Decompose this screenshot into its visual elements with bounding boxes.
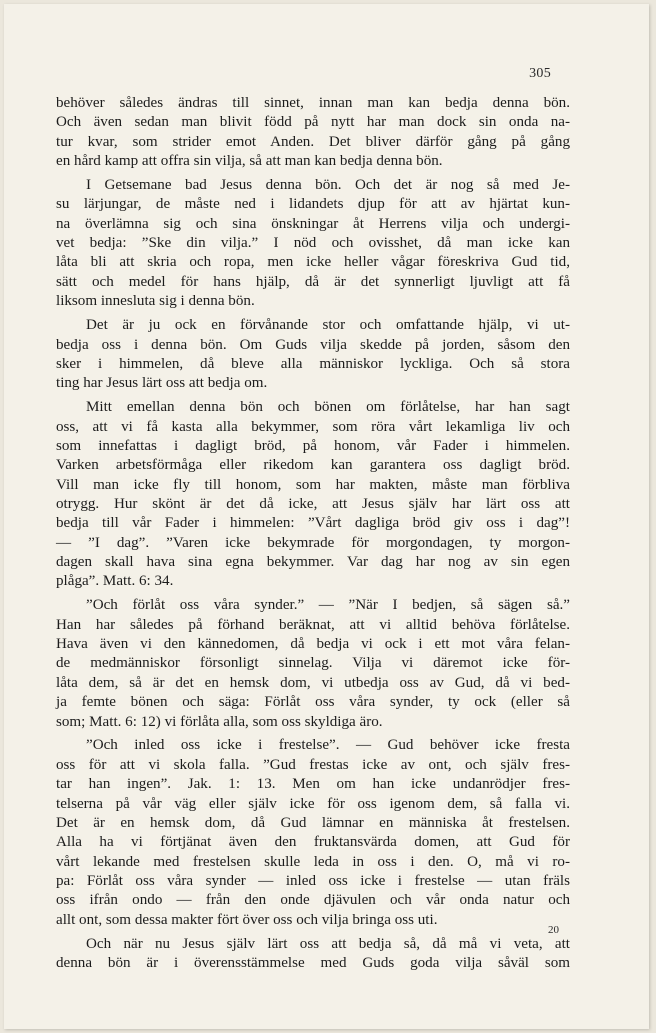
text-line: telserna på vår väg eller själv icke för oss igenom dem, så falla vi. bbox=[56, 795, 570, 812]
text-line: sker i himmelen, då bleve alla människor lyckliga. Och så stora bbox=[56, 355, 570, 372]
text-line: Han har således på förhand beräknat, att vi alltid behöva förlåtelse. bbox=[56, 616, 570, 633]
text-line: denna bön är i överensstämmelse med Guds goda vilja såväl som bbox=[56, 955, 570, 972]
text-line: låta bli att skria och ropa, men icke heller vågar föreskriva Gud tid, bbox=[56, 254, 570, 271]
paragraph bbox=[56, 736, 570, 930]
text-line: plåga”. Matt. 6: 34. bbox=[56, 573, 174, 590]
text-line: vårt lekande med frestelsen skulle leda in oss i den. O, må vi ro- bbox=[56, 853, 570, 870]
text-line: oss, att vi få kasta alla bekymmer, som röra vårt lekamliga liv och bbox=[56, 418, 570, 435]
text-line: Och även sedan man blivit född på nytt har man dock sin onda na- bbox=[56, 114, 570, 131]
text-line: låta dem, så är det en hemsk dom, vi utbedja oss av Gud, då vi bed- bbox=[56, 674, 570, 691]
body-text bbox=[56, 94, 570, 973]
text-line: Det är ju ock en förvånande stor och omfattande hjälp, vi ut- bbox=[86, 317, 570, 334]
text-line: tar han ingen”. Jak. 1: 13. Men om han icke undanrödjer fres- bbox=[56, 776, 570, 793]
text-line: dagen skall hava sina egna bekymmer. Var dag har nog av sin egen bbox=[56, 554, 570, 571]
paragraph bbox=[56, 935, 570, 974]
text-line: ting har Jesus lärt oss att bedja om. bbox=[56, 375, 268, 392]
text-line: ja femte bönen och säga: Förlåt oss våra synder, ty ock (eller så bbox=[56, 694, 570, 711]
text-line: Vill man icke fly till honom, som har makten, måste man förbliva bbox=[56, 476, 570, 493]
text-line: bedja till vår Fader i himmelen: ”Vårt dagliga bröd giv oss i dag”! bbox=[56, 515, 570, 532]
book-page bbox=[4, 4, 649, 1029]
text-line: de medmänniskor försonligt sinnelag. Vilja vi däremot icke för- bbox=[56, 655, 570, 672]
text-line: — ”I dag”. ”Varen icke bekymrade för morgondagen, ty morgon- bbox=[56, 534, 570, 551]
text-line: tur kvar, som strider emot Anden. Det bliver därför gång på gång bbox=[56, 133, 570, 150]
text-line: Alla ha vi förtjänat även den fruktansvärda domen, att Gud för bbox=[56, 834, 570, 851]
text-line: na överlämna sig och sina önskningar åt Herrens vilja och undergi- bbox=[56, 215, 570, 232]
text-line: otrygg. Hur skönt är det då icke, att Jesus själv har lärt oss att bbox=[56, 495, 570, 512]
text-line: ”Och inled oss icke i frestelse”. — Gud behöver icke fresta bbox=[86, 737, 570, 754]
text-line: behöver således ändras till sinnet, innan man kan bedja denna bön. bbox=[56, 95, 570, 111]
text-line: liksom innesluta sig i denna bön. bbox=[56, 293, 255, 310]
text-line: Det är en hemsk dom, då Gud lämnar en människa åt frestelsen. bbox=[56, 814, 570, 831]
text-line: sätt och medel för hans hjälp, då är det synnerligt ljuvligt att få bbox=[56, 273, 570, 290]
page-number: 305 bbox=[529, 66, 551, 81]
text-line: I Getsemane bad Jesus denna bön. Och det är nog så med Je- bbox=[86, 177, 570, 194]
text-line: allt ont, som dessa makter fört över oss och vilja bringa oss uti. bbox=[56, 911, 438, 928]
paragraph bbox=[56, 596, 570, 732]
text-line: som; Matt. 6: 12) vi förlåta alla, som oss skyldiga äro. bbox=[56, 713, 383, 730]
text-line: bedja oss i denna bön. Om Guds vilja skedde på jorden, såsom den bbox=[56, 336, 570, 353]
text-line: vet bedja: ”Ske din vilja.” I nöd och ovisshet, då man icke kan bbox=[56, 235, 570, 252]
signature-mark: 20 bbox=[548, 924, 559, 936]
text-line: ”Och förlåt oss våra synder.” — ”När I bedjen, så sägen så.” bbox=[86, 597, 570, 614]
text-line: oss för att vi skola falla. ”Gud frestas icke av ont, och själv fres- bbox=[56, 756, 570, 773]
text-line: Hava även vi den kännedomen, då bedja vi ock i ett mot våra felan- bbox=[56, 636, 570, 653]
text-line: Varken arbetsförmåga eller rikedom kan garantera oss dagligt bröd. bbox=[56, 457, 570, 474]
text-line: en hård kamp att offra sin vilja, så att man kan bedja denna bön. bbox=[56, 153, 443, 170]
paragraph bbox=[56, 398, 570, 592]
paragraph bbox=[56, 94, 570, 171]
text-line: Och när nu Jesus själv lärt oss att bedja så, då må vi veta, att bbox=[86, 935, 570, 952]
paragraph bbox=[56, 316, 570, 393]
text-line: Mitt emellan denna bön och bönen om förlåtelse, har han sagt bbox=[86, 399, 570, 416]
text-line: som innefattas i dagligt bröd, på honom, vår Fader i himmelen. bbox=[56, 437, 570, 454]
paragraph bbox=[56, 176, 570, 312]
text-line: pa: Förlåt oss våra synder — inled oss icke i frestelse — utan fräls bbox=[56, 872, 570, 889]
text-line: su lärjungar, de måste ned i lidandets djup för att av hjärtat kun- bbox=[56, 196, 570, 213]
text-line: oss ifrån ondo — från den onde djävulen och vår onda natur och bbox=[56, 892, 570, 909]
